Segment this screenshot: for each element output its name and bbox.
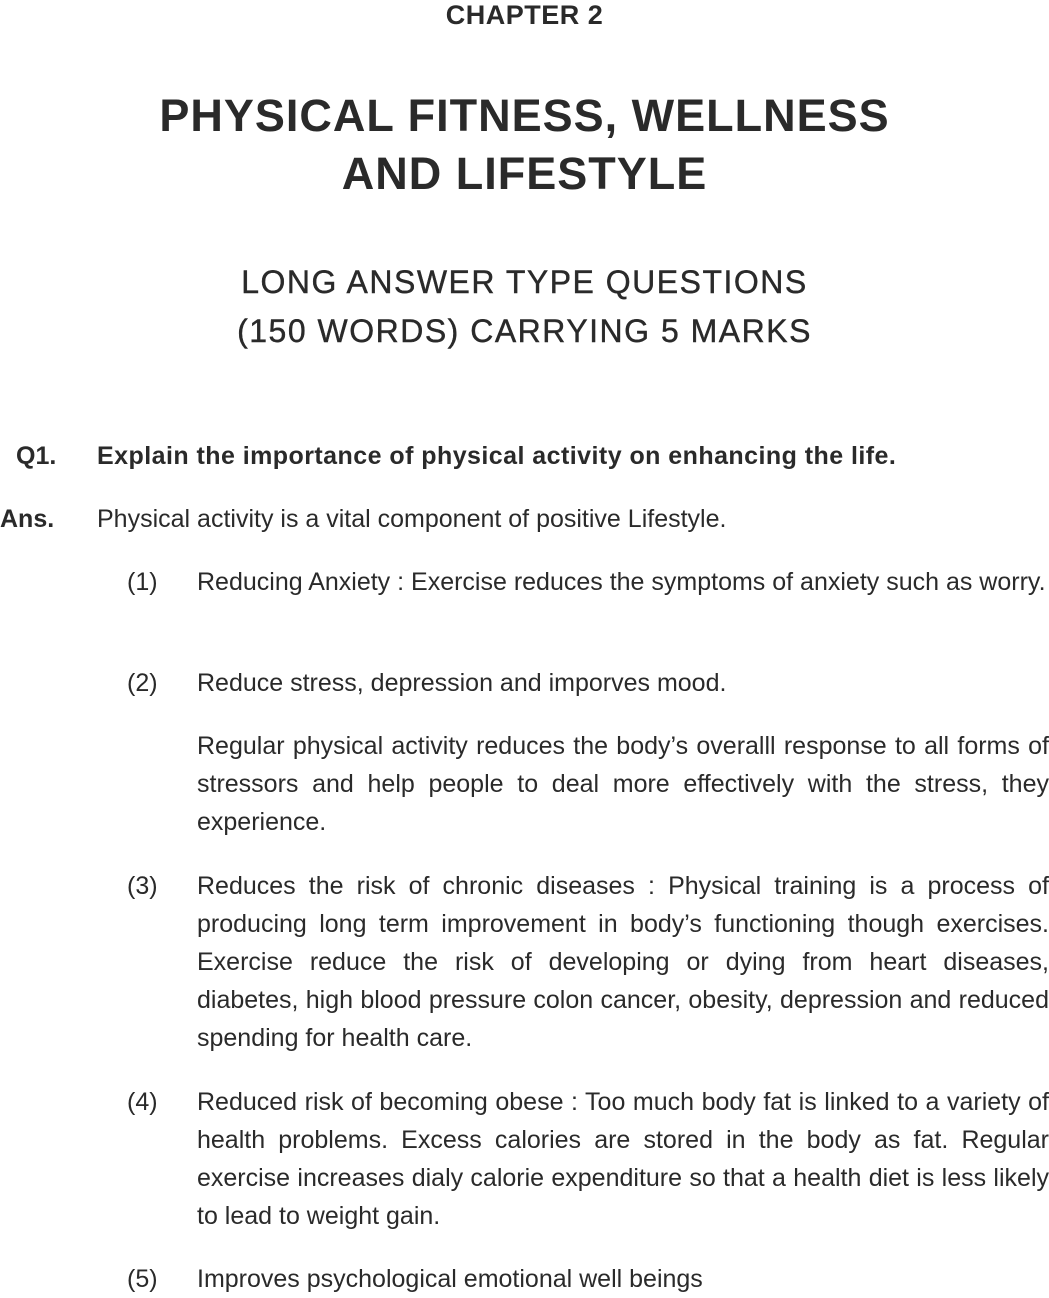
chapter-title-line-2: AND LIFESTYLE <box>341 148 708 199</box>
point-text: Reducing Anxiety : Exercise reduces the symptoms of anxiety such as worry. <box>197 568 1046 596</box>
point-text: Reduce stress, depression and imporves mood. <box>197 669 727 697</box>
section-heading-line-1: LONG ANSWER TYPE QUESTIONS <box>241 264 808 300</box>
chapter-heading: CHAPTER 2 <box>445 0 604 30</box>
point-text: Reduced risk of becoming obese : Too much body fat is linked to a variety of health problems. Excess calories are stored in the body as fat. Regular exercise increases dialy calorie expenditure so that a health diet is less likely to lead to weight gain. <box>197 1088 1049 1230</box>
answer-intro: Physical activity is a vital component of positive Lifestyle. <box>97 505 727 533</box>
question-label: Q1. <box>16 442 57 470</box>
point-number: (1) <box>127 568 158 596</box>
point-text: Improves psychological emotional well beings <box>197 1265 703 1293</box>
question-text: Explain the importance of physical activity on enhancing the life. <box>97 442 897 470</box>
point-number: (4) <box>127 1088 158 1116</box>
section-heading-line-2: (150 WORDS) CARRYING 5 MARKS <box>237 313 812 349</box>
point-number: (5) <box>127 1265 158 1293</box>
point-text: Reduces the risk of chronic diseases : Physical training is a process of producing long term improvement in body’s functioning though exercises. Exercise reduce the risk of developing or dying from heart diseases, diabetes, high blood pressure colon cancer, obesity, depression and reduced spending for health care. <box>197 872 1049 1052</box>
chapter-title-line-1: PHYSICAL FITNESS, WELLNESS <box>159 90 890 141</box>
point-extra-paragraph: Regular physical activity reduces the body’s overalll response to all forms of stressors and help people to deal more effectively with the stress, they experience. <box>197 732 1049 836</box>
point-number: (2) <box>127 669 158 697</box>
point-number: (3) <box>127 872 158 900</box>
answer-label: Ans. <box>0 505 55 533</box>
